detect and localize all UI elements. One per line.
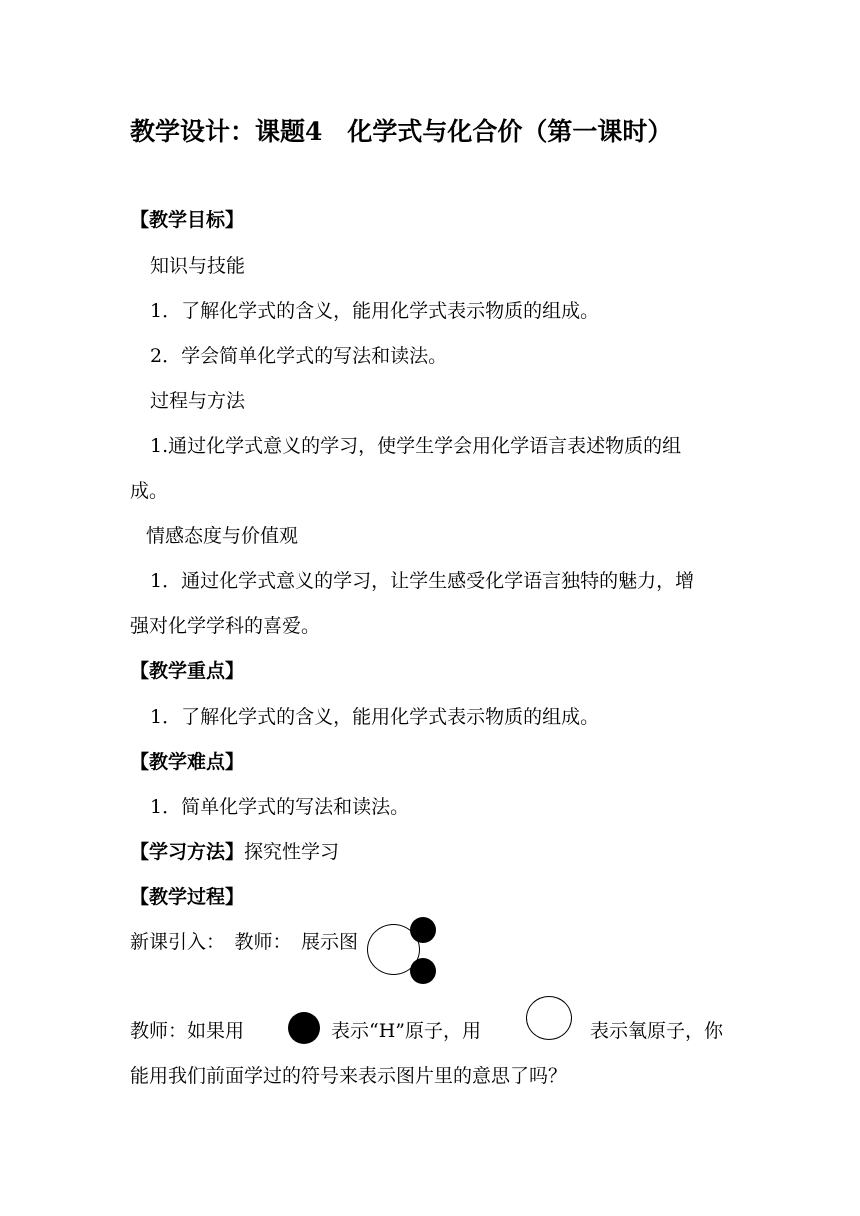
key-points-item: 1．了解化学式的含义，能用化学式表示物质的组成。: [150, 706, 600, 728]
teacher-line-2: 能用我们前面学过的符号来表示图片里的意思了吗？: [130, 1065, 568, 1087]
hydrogen-atom-icon: [410, 917, 436, 943]
teacher-mid: 表示“H”原子，用: [331, 1020, 481, 1042]
key-points-heading: 【教学重点】: [130, 660, 245, 682]
emotion-heading: 情感态度与价值观: [146, 525, 299, 547]
knowledge-heading: 知识与技能: [150, 255, 246, 277]
hydrogen-atom-icon: [410, 958, 436, 984]
teacher-prefix: 教师：如果用: [130, 1020, 245, 1042]
teaching-process-heading: 【教学过程】: [130, 886, 245, 908]
emotion-item-line2: 强对化学学科的喜爱。: [130, 615, 321, 637]
emotion-item-line1: 1．通过化学式意义的学习，让学生感受化学语言独特的魅力，增: [150, 570, 695, 592]
objectives-heading: 【教学目标】: [130, 209, 245, 231]
teacher-suffix: 表示氧原子，你: [590, 1020, 724, 1042]
learning-method: [130, 837, 339, 864]
learning-method-heading: 【学习方法】: [130, 841, 245, 863]
difficulties-item: 1．简单化学式的写法和读法。: [150, 796, 410, 818]
learning-method-text: 探究性学习: [244, 841, 340, 863]
difficulties-heading: 【教学难点】: [130, 751, 245, 773]
process-method-item-line2: 成。: [130, 480, 169, 502]
oxygen-legend-icon: [526, 996, 572, 1040]
process-method-item-line1: 1.通过化学式意义的学习，使学生学会用化学语言表述物质的组: [150, 435, 682, 457]
hydrogen-legend-icon: [288, 1012, 320, 1044]
process-method-heading: 过程与方法: [150, 390, 246, 412]
intro-text: 新课引入： 教师： 展示图: [130, 931, 359, 953]
document-title: 教学设计：课题4 化学式与化合价（第一课时）: [130, 117, 673, 146]
knowledge-item-2: 2．学会简单化学式的写法和读法。: [150, 345, 448, 367]
knowledge-item-1: 1．了解化学式的含义，能用化学式表示物质的组成。: [150, 300, 600, 322]
